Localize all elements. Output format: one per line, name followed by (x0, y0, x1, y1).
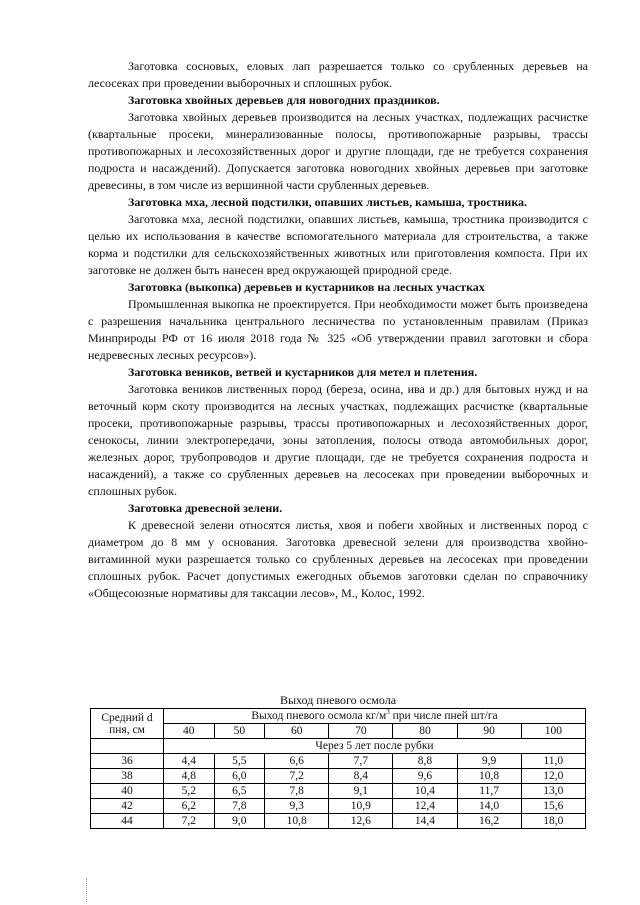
row-label: 42 (91, 799, 164, 814)
column-header: 70 (329, 724, 393, 739)
table-cell: 11,7 (457, 784, 521, 799)
table-cell: 5,5 (214, 754, 265, 769)
table-cell: 6,6 (265, 754, 329, 769)
table-cell: 15,6 (521, 799, 585, 814)
group-header-text: Выход пневого осмола кг/м (251, 710, 387, 722)
row-label: 40 (91, 784, 164, 799)
table-cell: 8,8 (393, 754, 457, 769)
table-cell: 9,0 (214, 814, 265, 829)
table-cell: 11,0 (521, 754, 585, 769)
row-header-cell: Средний d пня, см (91, 709, 164, 739)
table-row (91, 754, 586, 769)
table-cell: 12,6 (329, 814, 393, 829)
table-cell: 10,4 (393, 784, 457, 799)
table-cell: 12,4 (393, 799, 457, 814)
section-heading: Заготовка веников, ветвей и кустарников для метел и плетения. (128, 365, 478, 379)
column-header: 40 (164, 724, 215, 739)
table-cell: 10,8 (457, 769, 521, 784)
document-body (88, 58, 588, 602)
table-cell: 10,9 (329, 799, 393, 814)
table-cell: 16,2 (457, 814, 521, 829)
table-cell: 7,7 (329, 754, 393, 769)
empty-cell (91, 739, 164, 754)
column-header: 90 (457, 724, 521, 739)
column-header: 100 (521, 724, 585, 739)
table-cell: 9,3 (265, 799, 329, 814)
table-cell: 9,6 (393, 769, 457, 784)
group-header-cell (164, 709, 586, 724)
table-cell: 10,8 (265, 814, 329, 829)
section-heading: Заготовка древесной зелени. (128, 501, 283, 515)
paragraph: Промышленная выкопка не проектируется. При необходимости может быть произведена с разрешения начальника центрального лесничества по установленным правилам (Приказ Минприроды РФ от 16 июля 2018 года № 325 «Об утверждении правил заготовки и сбора недревесных лесных ресурсов»). (88, 297, 588, 362)
column-header: 50 (214, 724, 265, 739)
table-cell: 8,4 (329, 769, 393, 784)
group-header-suffix: при числе пней шт/га (389, 710, 498, 722)
section-heading: Заготовка мха, лесной подстилки, опавших листьев, камыша, тростника. (128, 195, 528, 209)
table-cell: 5,2 (164, 784, 215, 799)
paragraph: К древесной зелени относятся листья, хвоя и побеги хвойных и лиственных пород с диаметром до 8 мм у основания. Заготовка древесной зелени для производства хвойно-витаминной муки разрешается только со срубленных деревьев на лесосеках при проведении сплошных рубок. Расчет допустимых ежегодных объемов заготовки сделан по справочнику «Общесоюзные нормативы для таксации лесов», М., Колос, 1992. (88, 518, 588, 600)
subheader-cell: Через 5 лет после рубки (164, 739, 586, 754)
table-row (91, 784, 586, 799)
table-cell: 14,0 (457, 799, 521, 814)
paragraph: Заготовка мха, лесной подстилки, опавших листьев, камыша, тростника производится с целью их использования в качестве вспомогательного материала для строительства, а также корма и подстилки для сельскохозяйственных животных или приготовления компоста. При их заготовке не должен быть нанесен вред окружающей природной среде. (88, 212, 588, 277)
column-header: 80 (393, 724, 457, 739)
table-cell: 7,2 (265, 769, 329, 784)
subheader-row (91, 739, 586, 754)
group-header-sup: 3 (386, 708, 390, 717)
table-cell: 9,1 (329, 784, 393, 799)
column-header: 60 (265, 724, 329, 739)
table-cell: 7,8 (214, 799, 265, 814)
table-cell: 14,4 (393, 814, 457, 829)
table-row (91, 814, 586, 829)
row-label: 44 (91, 814, 164, 829)
row-label: 38 (91, 769, 164, 784)
column-header-row (91, 724, 586, 739)
table-header-row (91, 709, 586, 724)
section-heading: Заготовка (выкопка) деревьев и кустарников на лесных участках (128, 280, 485, 294)
paragraph: Заготовка веников лиственных пород (береза, осина, ива и др.) для бытовых нужд и на веточный корм скоту производится на лесных участках, подлежащих расчистке (квартальные просеки, противопожарные разрывы, трассы противопожарных и лесохозяйственных дорог, сенокосы, линии электропередачи, зоны затопления, полосы отвода автомобильных дорог, железных дорог, трубопроводов и другие площади, где не требуется сохранения подроста и насаждений), а также со срубленных деревьев на лесосеках при проведении выборочных и сплошных рубок. (88, 382, 588, 498)
paragraph: Заготовка хвойных деревьев производится на лесных участках, подлежащих расчистке (квартальные просеки, минерализованные полосы, противопожарные разрывы, трассы противопожарных и лесохозяйственных дорог и другие площади, где не требуется сохранения подроста и насаждений). Допускается заготовка новогодних хвойных деревьев при заготовке древесины, в том числе из вершинной части срубленных деревьев. (88, 110, 588, 192)
table-cell: 6,0 (214, 769, 265, 784)
table-row (91, 799, 586, 814)
table-row (91, 769, 586, 784)
table-cell: 4,4 (164, 754, 215, 769)
table-cell: 4,8 (164, 769, 215, 784)
table-cell: 12,0 (521, 769, 585, 784)
row-label: 36 (91, 754, 164, 769)
table-cell: 6,5 (214, 784, 265, 799)
paragraph: Заготовка сосновых, еловых лап разрешается только со срубленных деревьев на лесосеках при проведении выборочных и сплошных рубок. (88, 59, 588, 90)
table-caption: Выход пневого осмола (279, 693, 397, 707)
table-cell: 18,0 (521, 814, 585, 829)
scan-artifact (86, 878, 89, 902)
table-cell: 7,2 (164, 814, 215, 829)
table-cell: 9,9 (457, 754, 521, 769)
table-cell: 7,8 (265, 784, 329, 799)
stump-resin-yield-table (90, 708, 586, 829)
table-cell: 13,0 (521, 784, 585, 799)
table-cell: 6,2 (164, 799, 215, 814)
section-heading: Заготовка хвойных деревьев для новогодних праздников. (128, 93, 440, 107)
